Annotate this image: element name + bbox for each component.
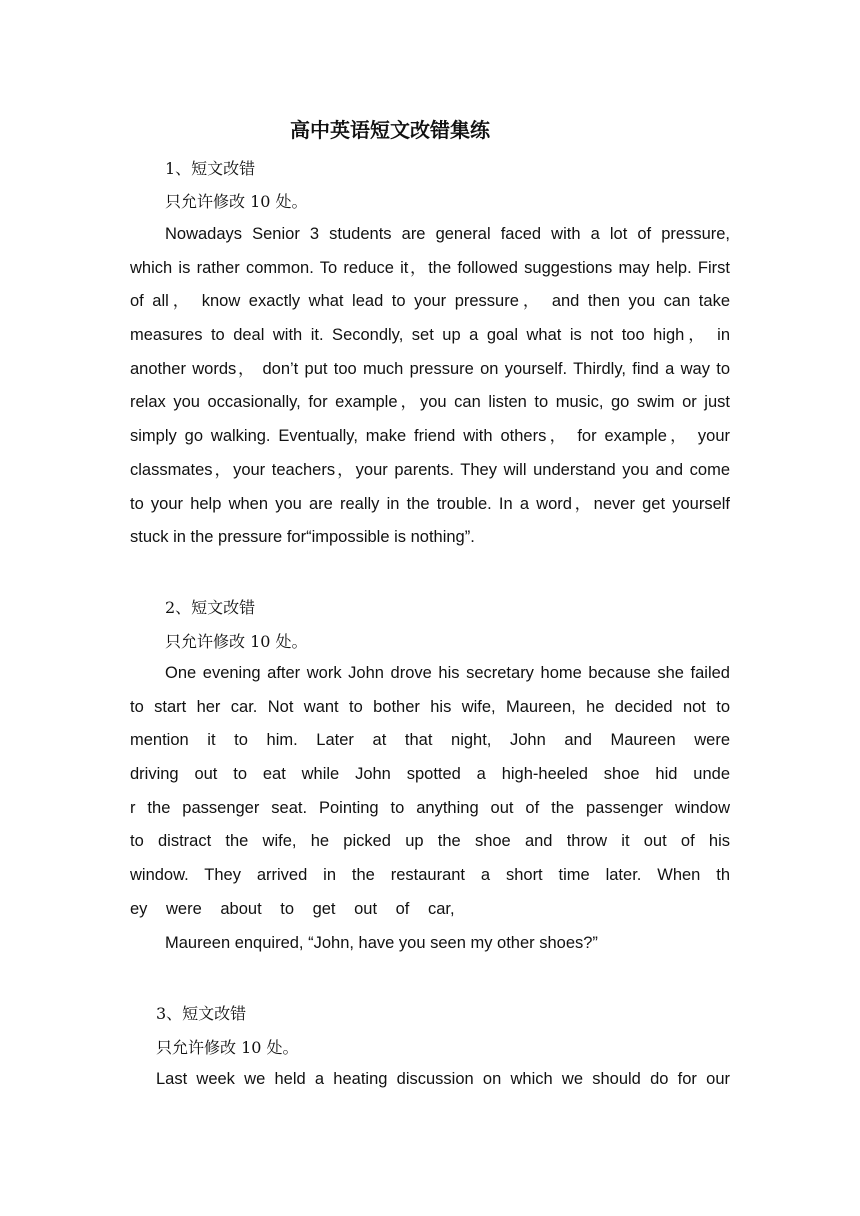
section-2-instruction: 只允许修改 10 处。 <box>165 632 308 651</box>
passage-line: classmates，your teachers，your parents. They will understand you and come <box>130 460 730 479</box>
passage-line: to your help when you are really in the trouble. In a word，never get yourself <box>130 494 730 513</box>
passage-line: mention it to him. Later at that night, John and Maureen were <box>130 731 730 750</box>
passage-line: simply go walking. Eventually, make friend with others， for example， your <box>130 427 730 446</box>
passage-line: driving out to eat while John spotted a high-heeled shoe hid unde <box>130 765 730 784</box>
passage-line: stuck in the pressure for“impossible is nothing”. <box>130 528 475 547</box>
document-title: 高中英语短文改错集练 <box>290 118 490 142</box>
passage-line: another words， don’t put too much pressure on yourself. Thirdly, find a way to <box>130 359 730 378</box>
section-3-passage <box>156 1063 730 1097</box>
passage-line: measures to deal with it. Secondly, set up a goal what is not too high， in <box>130 326 730 345</box>
passage-line: Maureen enquired, “John, have you seen my other shoes?” <box>165 933 598 952</box>
passage-line: to start her car. Not want to bother his wife, Maureen, he decided not to <box>130 697 730 716</box>
section-1-passage <box>130 218 730 555</box>
passage-line: r the passenger seat. Pointing to anything out of the passenger window <box>130 798 730 817</box>
passage-line: relax you occasionally, for example，you can listen to music, go swim or just <box>130 393 730 412</box>
section-3-instruction: 只允许修改 10 处。 <box>156 1038 299 1057</box>
passage-line: Last week we held a heating discussion on which we should do for our <box>156 1070 730 1088</box>
section-2-passage <box>130 657 730 960</box>
passage-line: which is rather common. To reduce it，the followed suggestions may help. First <box>130 258 730 277</box>
passage-line: window. They arrived in the restaurant a short time later. When th <box>130 866 730 885</box>
passage-line: One evening after work John drove his secretary home because she failed <box>165 664 730 682</box>
passage-line: Nowadays Senior 3 students are general faced with a lot of pressure, <box>165 225 730 243</box>
passage-line: ey were about to get out of car, <box>130 899 455 918</box>
section-1-instruction: 只允许修改 10 处。 <box>165 192 308 211</box>
passage-line: to distract the wife, he picked up the shoe and throw it out of his <box>130 832 730 851</box>
section-3-heading: 3、短文改错 <box>156 1004 247 1023</box>
section-2-heading: 2、短文改错 <box>165 598 256 617</box>
passage-line: of all， know exactly what lead to your pressure， and then you can take <box>130 292 730 311</box>
section-1-heading: 1、短文改错 <box>165 159 256 178</box>
